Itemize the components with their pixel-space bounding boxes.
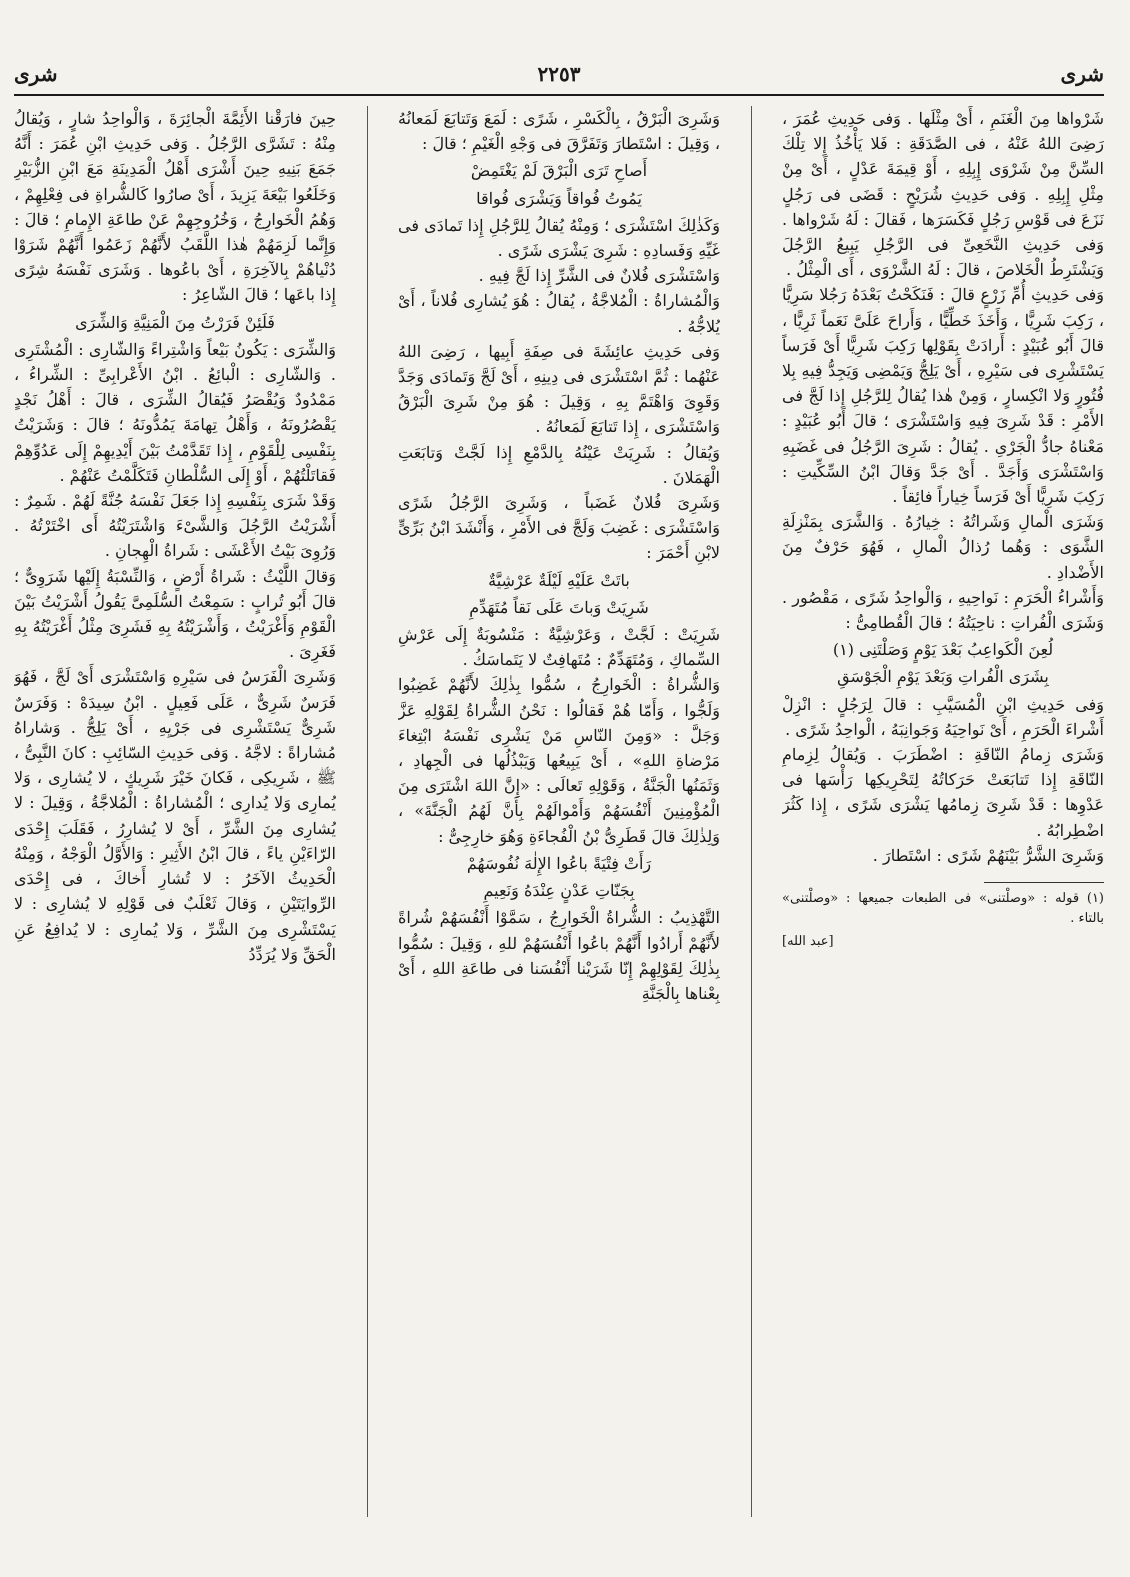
- verse-line: شَرِيَتْ وَباتَ عَلَى نَقاً مُتَهَدِّمِ: [469, 597, 649, 617]
- header-root-word-right: شرى: [1060, 62, 1104, 86]
- footnote: (١) قوله : «وصلْتنى» فى الطبعات جميعها : «وصلْتنى» بالتاء .: [782, 891, 1104, 927]
- paragraph: وَفى حَدِيثِ عائِشَةَ فى صِفَةِ أَبِيها ، رَضِىَ اللهُ عَنْهُما : ثُمَّ اسْتَشْرَى فى دِينِهِ ، أَىْ لَجَّ وَتَمادَى وَجَدَّ وَقَوِىَ وَاهْتَمَّ بِهِ ، وَقِيلَ : هُوَ مِنْ شَرِىَ الْبَرْقُ وَاسْتَشْرَى ، إِذا تَتابَعَ لَمَعانُهُ .: [398, 341, 720, 437]
- paragraph: شَرْواها مِنَ الْغَنَمِ ، أَىْ مِثْلَها . وَفى حَدِيثِ عُمَرَ ، رَضِىَ اللهُ عَنْهُ ، فى الصَّدَقَةِ : فَلا يَأْخُذُ إِلا تِلْكَ السِّنَّ مِنْ شَرْوَى إِبِلِهِ ، أَوْ قِيمَةَ عَدْلٍ ، أَىْ مِنْ مِثْلِ إِبِلِهِ . وَفى حَدِيثِ شُرَيْحٍ : قَضَى فى رَجُلٍ نَزَعَ فى قَوْسِ رَجُلٍ فَكَسَرَها ، فَقالَ : لَهُ شَرْواها . وَفى حَدِيثِ النَّخَعِىِّ فى الرَّجُلِ يَبِيعُ الرَّجُلَ وَيَشْتَرِطُ الْخَلاصَ ، قالَ : لَهُ الشَّرْوَى ، أَى الْمِثْلُ .: [782, 109, 1104, 280]
- paragraph: شَرِيَتْ : لَجَّتْ ، وَعَرْشِيَّةٌ : مَنْسُوبَةٌ إِلَى عَرْشِ السِّماكِ ، وَمُتَهَدِّمٌ : مُتَهافِتٌ لا يَتَماسَكُ .: [398, 625, 720, 670]
- page-number: ٢٢٥٣: [537, 62, 581, 86]
- editor-signature: [عبد الله]: [782, 934, 834, 950]
- paragraph: وَأَشْراءُ الْحَرَمِ : نَواحِيهِ ، وَالْواحِدُ شَرًى ، مَقْصُور . وَشَرَى الْفُراتِ : ناحِيَتُهُ ؛ قالَ الْقُطامِىُّ :: [782, 587, 1104, 633]
- paragraph: وَيُقالُ : شَرِيَتْ عَيْنُهُ بِالدَّمْعِ إِذا لَجَّتْ وَتابَعَتِ الْهَمَلانَ .: [398, 442, 720, 487]
- text-columns: [14, 106, 1104, 1517]
- verse-line: يَمُوتُ فُواقاً وَيَشْرَى فُواقا: [476, 188, 642, 208]
- verse-line: بِجَنّاتِ عَدْنٍ عِنْدَهُ وَنَعِيمِ: [483, 881, 635, 901]
- verse-line: بِشَرَى الْفُراتِ وَبَعْدَ يَوْمِ الْجَوْسَقِ: [837, 667, 1049, 687]
- page-header: [14, 62, 1104, 94]
- paragraph: وَفى حَدِيثِ ابْنِ الْمُسَيَّبِ : قالَ لِرَجُلٍ : انْزِلْ أَشْراءَ الْحَرَمِ ، أَىْ نَواحِيَهُ وَجَوانِبَهُ ، الْواحِدُ شَرًى .: [782, 694, 1104, 739]
- paragraph: وَشَرِىَ فُلانٌ غَضَباً ، وَشَرِىَ الرَّجُلُ شَرًى وَاسْتَشْرَى : غَضِبَ وَلَجَّ فى الأَمْرِ ، وَأَنْشَدَ ابْنُ بَرِّىٍّ لابْنِ أَحْمَرَ :: [398, 493, 720, 563]
- paragraph: وَالْمُشاراةُ : الْمُلاجَّةُ ، يُقالُ : هُوَ يُشارِى فُلاناً ، أَىْ يُلاجُّهُ .: [398, 291, 720, 336]
- column-divider: [751, 106, 752, 1517]
- paragraph: التَّهْذِيبُ : الشُّراةُ الْخَوارِجُ ، سَمَّوْا أَنْفُسَهُمْ شُراةً لأَنَّهُمْ أَرادُوا أَنَّهُمْ باعُوا أَنْفُسَهُمْ للهِ ، وَقِيلَ : سُمُّوا بِذٰلِكَ لِقَوْلِهِمْ إِنّا شَرَيْنا أَنْفُسَنا فى طاعَةِ اللهِ ، أَىْ بِعْناها بِالْجَنَّةِ: [398, 908, 720, 1003]
- verse-line: أَصاحِ تَرَى الْبَرْقَ لَمْ يَغْتَمِضْ: [470, 161, 648, 181]
- paragraph: وَكَذٰلِكَ اسْتَشْرَى ؛ وَمِنْهُ يُقالُ لِلرَّجُلِ إِذا تَمادَى فى غَيِّهِ وَفَسادِهِ : شَرِىَ يَشْرَى شَرًى .: [398, 215, 720, 261]
- paragraph: وَالشُّراةُ : الْخَوارِجُ ، سُمُّوا بِذٰلِكَ لأَنَّهُمْ غَضِبُوا وَلَجُّوا ، وَأَمّا هُمْ فَقالُوا : نَحْنُ الشُّراةُ لِقَوْلِهِ عَزَّ وَجَلَّ : «وَمِنَ النّاسِ مَنْ يَشْرِى نَفْسَهُ ابْتِغاءَ مَرْضاةِ اللهِ» ، أَىْ يَبِيعُها وَيَبْذُلُها فى الْجِهادِ ، وَثَمَنُها الْجَنَّةُ ، وَقَوْلِهِ تَعالَى : «إِنَّ اللهَ اشْتَرَى مِنَ الْمُؤْمِنِينَ أَنْفُسَهُمْ وَأَمْوالَهُمْ بِأَنَّ لَهُمُ الْجَنَّةَ» ، وَلِذٰلِكَ قالَ قَطَرِىُّ بْنُ الْفُجاءَةِ وَهُوَ خارِجِىٌّ :: [398, 675, 720, 846]
- paragraph: وَشَرِىَ الْبَرْقُ ، بِالْكَسْرِ ، شَرًى : لَمَعَ وَتَتابَعَ لَمَعانُهُ ، وَقِيلَ : اسْتَطارَ وَتَفَرَّقَ فى وَجْهِ الْغَيْمِ ؛ قالَ :: [398, 109, 720, 154]
- verse-line: لُعِنَ الْكَواعِبُ بَعْدَ يَوْمٍ وَصَلْتَنِى (١): [832, 640, 1054, 660]
- column-left: [14, 106, 336, 1517]
- verse-line: فَلَئِنْ فَرَرْتُ مِنَ الْمَنِيَّةِ وَالشِّرَى: [75, 312, 275, 332]
- paragraph: وَاسْتَشْرَى فُلانٌ فى الشَّرِّ إِذا لَجَّ فِيهِ .: [478, 266, 720, 286]
- paragraph: وَشَرِىَ الْفَرَسُ فى سَيْرِهِ وَاسْتَشْرَى أَىْ لَجَّ ، فَهُوَ فَرَسٌ شَرِىٌّ ، عَلَى فَعِيلٍ . ابْنُ سِيدَهْ : وَفَرَسٌ شَرِىٌّ يَسْتَشْرِى فى جَرْيِهِ ، أَىْ يَلِجُّ . وَشاراهُ مُشاراةً : لاجَّهُ . وَفى حَدِيثِ السّائِبِ : كانَ النَّبِىُّ ، ﷺ ، شَرِيكِى ، فَكانَ خَيْرَ شَرِيكٍ ، لا يُشارِى ، وَلا يُمارِى وَلا يُدارِى ؛ الْمُشاراةُ : الْمُلاجَّةُ ، وَقِيلَ : لا يُشارِى مِنَ الشَّرِّ ، أَىْ لا يُشارِرُ ، فَقَلَبَ إِحْدَى الرّاءَيْنِ ياءً ، قالَ ابْنُ الأَثِيرِ : وَالأَوَّلُ الْوَجْهُ ، وَمِنْهُ الْحَدِيثُ الآخَرُ : لا تُشارِ أَخاكَ ، فى إِحْدَى الرِّوايَتَيْنِ ، وَقالَ ثَعْلَبٌ فى قَوْلِهِ لا يُشارِى : لا يَسْتَشْرِى مِنَ الشَّرِّ ، وَلا يُمارِى : لا يُدافِعُ عَنِ الْحَقِّ وَلا يُرَدِّدُ: [14, 667, 336, 964]
- header-root-word-left: شرى: [14, 62, 58, 86]
- column-right: [782, 106, 1104, 1517]
- verse-line: رَأَتْ فِتْيَةً باعُوا الإِلٰهَ نُفُوسَهُمْ: [466, 853, 652, 873]
- paragraph: وَشَرَى الْمالِ وَشَراتُهُ : خِيارُهُ . وَالشَّرَى بِمَنْزِلَةِ الشَّوَى : وَهُما رُذالُ الْمالِ ، فَهُوَ حَرْفٌ مِنَ الأَضْدادِ .: [782, 512, 1104, 582]
- paragraph: وَقَدْ شَرَى بِنَفْسِهِ إِذا جَعَلَ نَفْسَهُ جُنَّةً لَهُمْ . شَمِرٌ : أَشْرَيْتُ الرَّجُلَ وَالشَّىْءَ وَاشْتَرَيْتُهُ أَى اخْتَرْتُهُ . وَرُوِىَ بَيْتُ الأَعْشَى : شَراةُ الْهِجانِ .: [14, 491, 336, 561]
- paragraph: وَفى حَدِيثِ أُمِّ زَرْعٍ قالَ : فَنَكَحْتُ بَعْدَهُ رَجُلا سَرِيًّا ، رَكِبَ شَرِيًّا ، وَأَخَذَ خَطِّيًّا ، وَأَراحَ عَلَىَّ نَعَماً ثَرِيًّا ، قالَ أَبُو عُبَيْدٍ : أَرادَتْ بِقَوْلِها رَكِبَ شَرِيًّا أَىْ فَرَساً يَسْتَشْرِى فى سَيْرِهِ ، أَىْ يَلِجُّ وَيَمْضِى وَيَجِدُّ فِيهِ بِلا فُتُورٍ وَلا انْكِسارٍ ، وَمِنْ هٰذا يُقالُ لِلرَّجُلِ إِذا لَجَّ فى الأَمْرِ : قَدْ شَرِىَ فِيهِ وَاسْتَشْرَى ؛ قالَ أَبُو عُبَيْدٍ : مَعْناهُ جادُّ الْجَرْىِ . يُقالُ : شَرِىَ الرَّجُلُ فى غَضَبِهِ وَاسْتَشْرَى وَأَجَدَّ . أَىْ جَدَّ وَقالَ ابْنُ السِّكِّيتِ : رَكِبَ شَرِيًّا أَىْ فَرَساً خِياراً فائِقاً .: [782, 285, 1104, 507]
- paragraph: وَقالَ اللَّيْثُ : شَراةُ أَرْضٍ ، وَالنِّسْبَةُ إِلَيْها شَرَوِىٌّ ؛ قالَ أَبُو تُرابٍ : سَمِعْتُ السُّلَمِىَّ يَقُولُ أَشْرَيْتُ بَيْنَ الْقَوْمِ وَأَغْرَيْتُ ، وَأَشْرَيْتُهُ بِهِ فَشَرِىَ مِثْلُ أَغْرَيْتُهُ بِهِ فَغَرِىَ .: [14, 566, 336, 662]
- verse-line: باتَتْ عَلَيْهِ لَيْلَةٌ عَرْشِيَّةٌ: [488, 570, 630, 590]
- paragraph: وَالشِّرَى : يَكُونُ بَيْعاً وَاشْتِراءً وَالشّارِى : الْمُشْتَرِى . وَالشّارِى : الْبائِعُ . ابْنُ الأَعْرابِىِّ : الشِّراءُ ، مَمْدُودٌ وَيُقْصَرُ فَيُقالُ الشِّرَى ، قالَ : أَهْلُ نَجْدٍ يَقْصُرُونَهُ ، وَأَهْلُ تِهامَةَ يَمُدُّونَهُ ؛ قالَ : وَشَرَيْتُ بِنَفْسِى لِلْقَوْمِ ، إِذا تَقَدَّمْتُ بَيْنَ أَيْدِيهِمْ إِلَى عَدُوِّهِمْ فَقاتَلْتُهُمْ ، أَوْ إِلَى السُّلْطانِ فَتَكَلَّمْتُ عَنْهُمْ .: [14, 339, 336, 485]
- paragraph: حِينَ فارَقْنا الأَئِمَّةَ الْجائِرَةَ ، وَالْواحِدُ شارٍ ، وَيُقالُ مِنْهُ : تَشَرَّى الرَّجُلُ . وَفى حَدِيثِ ابْنِ عُمَرَ : أَنَّهُ جَمَعَ بَنِيهِ حِينَ أَشْرَى أَهْلُ الْمَدِينَةِ مَعَ ابْنِ الزُّبَيْرِ وَخَلَعُوا بَيْعَةَ يَزِيدَ ، أَىْ صارُوا كَالشُّراةِ فى فِعْلِهِمْ ، وَهُمُ الْخَوارِجُ ، وَخُرُوجِهِمْ عَنْ طاعَةِ الإِمامِ ؛ قالَ : وَإِنَّما لَزِمَهُمْ هٰذا اللَّقَبُ لأَنَّهُمْ زَعَمُوا أَنَّهُمْ شَرَوْا دُنْياهُمْ بِالآخِرَةِ ، أَىْ باعُوها . وَشَرَى نَفْسَهُ شِرًى إِذا باعَها ؛ قالَ الشّاعِرُ :: [14, 109, 336, 305]
- column-middle: [398, 106, 720, 1517]
- paragraph: وَشَرَى زِمامُ النّاقَةِ : اضْطَرَبَ . وَيُقالُ لِزِمامِ النّاقَةِ إِذا تَتابَعَتْ حَرَكاتُهُ لِتَحْرِيكِها رَأْسَها فى عَدْوِها : قَدْ شَرِىَ زِمامُها يَشْرَى شَرًى ، إِذا كَثُرَ اضْطِرابُهُ .: [782, 745, 1104, 840]
- footnote-rule: [984, 882, 1104, 883]
- paragraph: وَشَرِىَ الشَّرُّ بَيْنَهُمْ شَرًى : اسْتَطارَ .: [872, 845, 1104, 865]
- header-rule: [14, 94, 1104, 96]
- column-divider: [367, 106, 368, 1517]
